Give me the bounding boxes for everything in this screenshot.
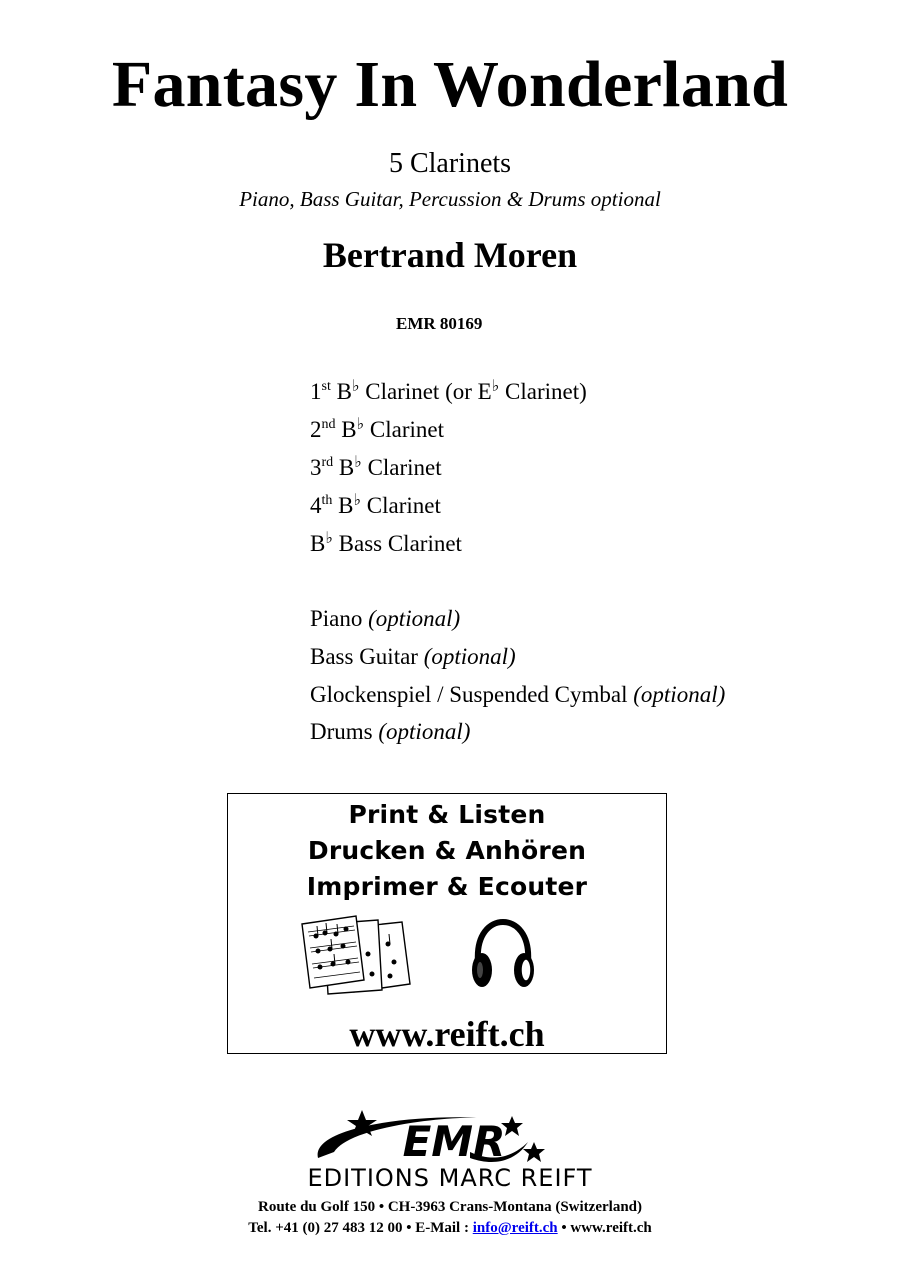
publisher-contact [0, 1221, 900, 1236]
optional-part-line: Bass Guitar (optional) [310, 644, 516, 669]
headphones-icon [468, 918, 538, 994]
ensemble-subtitle: 5 Clarinets [388, 148, 512, 179]
optional-part-line: Glockenspiel / Suspended Cymbal (optional) [310, 682, 726, 707]
composer-name: Bertrand Moren [322, 235, 578, 275]
score-title: Fantasy In Wonderland [111, 48, 789, 121]
website-text: • www.reift.ch [561, 1220, 652, 1236]
publisher-name: EDITIONS MARC REIFT [307, 1164, 593, 1192]
part-line: 4th B♭ Clarinet [310, 492, 441, 518]
promo-line-german: Drucken & Anhören [307, 836, 587, 865]
sheet-music-icon [298, 914, 413, 999]
email-link[interactable]: info@reift.ch [472, 1220, 558, 1236]
phone-text: Tel. +41 (0) 27 483 12 00 • E-Mail : [248, 1220, 469, 1236]
publisher-address: Route du Golf 150 • CH-3963 Crans-Montana (Switzerland) [258, 1199, 642, 1215]
optional-part-line: Piano (optional) [310, 606, 461, 631]
part-line: 1st B♭ Clarinet (or E♭ Clarinet) [310, 378, 587, 404]
instrumentation-note: Piano, Bass Guitar, Percussion & Drums optional [239, 187, 661, 211]
promo-line-english: Print & Listen [348, 800, 546, 829]
optional-part-line: Drums (optional) [310, 719, 471, 744]
promo-line-french: Imprimer & Ecouter [306, 872, 588, 901]
print-listen-box [227, 793, 667, 1054]
part-line: 2nd B♭ Clarinet [310, 416, 444, 442]
promo-website[interactable]: www.reift.ch [349, 1014, 545, 1054]
part-line: B♭ Bass Clarinet [310, 530, 462, 556]
part-line: 3rd B♭ Clarinet [310, 454, 442, 480]
catalog-number: EMR 80169 [396, 314, 483, 333]
svg-text:EMR: EMR [402, 1117, 506, 1166]
